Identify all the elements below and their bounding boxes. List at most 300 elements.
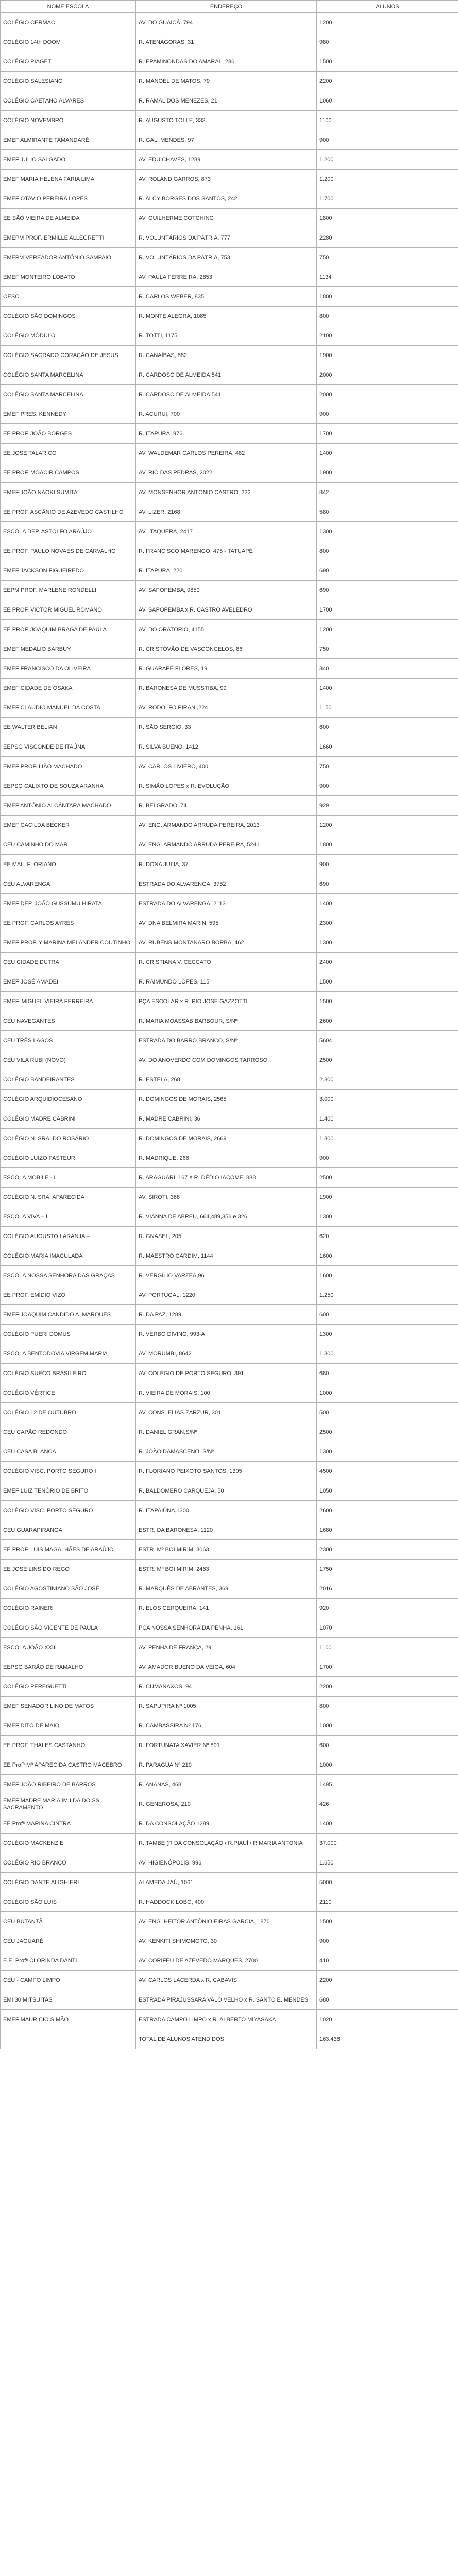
table-row — [1, 1579, 458, 1599]
table-row — [1, 1266, 458, 1285]
address-cell: R. VERBO DIVINO, 993-A — [136, 1325, 317, 1344]
students-cell: 1400 — [317, 679, 458, 698]
table-row — [1, 1305, 458, 1325]
school-name-cell: COLÉGIO SAGRADO CORAÇÃO DE JESUS — [1, 346, 136, 365]
students-cell: 800 — [317, 541, 458, 561]
address-cell: R. ATENÁGORAS, 31 — [136, 32, 317, 52]
school-name-cell: CEU GUARAPIRANGA — [1, 1520, 136, 1540]
school-name-cell: ESCOLA NOSSA SENHORA DAS GRAÇAS — [1, 1266, 136, 1285]
table-row — [1, 1070, 458, 1090]
address-cell: R. GUARAPÉ FLORES, 19 — [136, 659, 317, 679]
students-cell: 620 — [317, 1227, 458, 1246]
table-row — [1, 248, 458, 267]
students-cell: 900 — [317, 1931, 458, 1951]
school-name-cell: COLÉGIO AUGUSTO LARANJA – I — [1, 1227, 136, 1246]
students-cell: 1500 — [317, 1912, 458, 1931]
address-cell: R. MONTE ALEGRA, 1085 — [136, 307, 317, 326]
school-name-cell: COLÉGIO DANTE ALIGHIERI — [1, 1873, 136, 1892]
students-cell: 900 — [317, 855, 458, 874]
school-name-cell: EE PROF. EMÍDIO VIZO — [1, 1285, 136, 1305]
address-cell: R. TOTTI, 1175 — [136, 326, 317, 346]
address-cell: R. VERGÍLIO VARZEA,96 — [136, 1266, 317, 1285]
students-cell: 1100 — [317, 111, 458, 130]
students-cell: 3.000 — [317, 1090, 458, 1109]
table-row — [1, 659, 458, 679]
school-name-cell: EMEF OTAVIO PEREIRA LOPES — [1, 189, 136, 209]
school-name-cell: CEU JAGUARÉ — [1, 1931, 136, 1951]
school-name-cell: EE Profª MARINA CINTRA — [1, 1814, 136, 1834]
students-cell: 580 — [317, 502, 458, 522]
students-cell: 2200 — [317, 1677, 458, 1697]
address-cell: R. CANAÍBAS, 882 — [136, 346, 317, 365]
table-row — [1, 639, 458, 659]
school-name-cell: CEU VILA RUBI (NOVO) — [1, 1050, 136, 1070]
students-cell: 1700 — [317, 1657, 458, 1677]
school-name-cell: COLÉGIO RAINERI — [1, 1599, 136, 1618]
school-name-cell: COLÉGIO N. SRA. DO ROSÁRIO — [1, 1129, 136, 1148]
address-cell: R. GNASEL, 205 — [136, 1227, 317, 1246]
address-cell: R. ANANAS, 468 — [136, 1775, 317, 1794]
address-cell: R. RAIMUNDO LOPES, 115 — [136, 972, 317, 992]
students-cell: 690 — [317, 874, 458, 894]
table-row — [1, 541, 458, 561]
school-name-cell: EEPSG BARÃO DE RAMALHO — [1, 1657, 136, 1677]
table-row — [1, 385, 458, 404]
table-row — [1, 1227, 458, 1246]
address-cell: R. VIEIRA DE MORAIS, 100 — [136, 1383, 317, 1403]
students-cell: 1300 — [317, 1325, 458, 1344]
school-name-cell: EE Profª Mª APARECIDA CASTRO MACEBRO — [1, 1755, 136, 1775]
table-row — [1, 287, 458, 307]
table-row — [1, 1853, 458, 1873]
table-row — [1, 1794, 458, 1814]
school-name-cell: EE JOSÉ LINS DO REGO — [1, 1560, 136, 1579]
students-cell: 800 — [317, 307, 458, 326]
school-name-cell: EE PROF. PAULO NOVAES DE CARVALHO — [1, 541, 136, 561]
address-cell: R. BELGRADO, 74 — [136, 796, 317, 816]
students-cell: 2500 — [317, 1050, 458, 1070]
table-row — [1, 1383, 458, 1403]
school-name-cell: COLÉGIO ARQUIDIOCESANO — [1, 1090, 136, 1109]
table-row — [1, 111, 458, 130]
students-cell: 690 — [317, 581, 458, 600]
address-cell: AV. DNA BELMIRA MARIN, 595 — [136, 913, 317, 933]
address-cell: R. CARLOS WEBER, 835 — [136, 287, 317, 307]
school-name-cell: COLÉGIO CAETANO ALVARES — [1, 91, 136, 111]
table-row — [1, 1207, 458, 1227]
address-cell: R. CARDOSO DE ALMEIDA,541 — [136, 365, 317, 385]
address-cell: AV. RIO DAS PEDRAS, 2022 — [136, 463, 317, 483]
school-name-cell: COLÉGIO SÃO DOMINGOS — [1, 307, 136, 326]
table-row — [1, 1540, 458, 1560]
students-cell: 37.000 — [317, 1834, 458, 1853]
table-row — [1, 620, 458, 639]
total-blank-cell — [1, 2029, 136, 2049]
students-cell: 2000 — [317, 365, 458, 385]
school-name-cell: COLÉGIO SANTA MARCELINA — [1, 365, 136, 385]
address-cell: AV. RODOLFO PIRANI,224 — [136, 698, 317, 718]
school-name-cell: EMEF MARIA HELENA FARIA LIMA — [1, 170, 136, 189]
address-cell: AV. KENKITI SHIMOMOTO, 30 — [136, 1931, 317, 1951]
address-cell: PÇA NOSSA SENHORA DA PENHA, 161 — [136, 1618, 317, 1638]
students-cell: 1.300 — [317, 1344, 458, 1364]
table-row — [1, 130, 458, 150]
address-cell: AV. PENHA DE FRANÇA, 29 — [136, 1638, 317, 1657]
students-cell: 2400 — [317, 953, 458, 972]
table-row — [1, 1050, 458, 1070]
students-cell: 900 — [317, 776, 458, 796]
address-cell: R. HADDOCK LOBO, 400 — [136, 1892, 317, 1912]
school-name-cell: CEU CIDADE DUTRA — [1, 953, 136, 972]
school-name-cell: EMEPM PROF. ERMILLE ALLEGRETTI — [1, 228, 136, 248]
table-row — [1, 404, 458, 424]
students-cell: 340 — [317, 659, 458, 679]
students-cell: 800 — [317, 1697, 458, 1716]
table-body — [1, 13, 458, 2049]
students-cell: 2.800 — [317, 1070, 458, 1090]
table-row — [1, 32, 458, 52]
school-name-cell: COLÉGIO VISC. PORTO SEGURO — [1, 1501, 136, 1520]
table-row — [1, 737, 458, 757]
students-cell: 1750 — [317, 1560, 458, 1579]
students-cell: 1100 — [317, 1638, 458, 1657]
address-cell: R.ITAMBÉ (R DA CONSOLAÇÃO / R.PIAUÍ / R MARIA ANTONIA — [136, 1834, 317, 1853]
address-cell: AV. MONSENHOR ANTÔNIO CASTRO, 222 — [136, 483, 317, 502]
school-name-cell: EMEF LUIZ TENÓRIO DE BRITO — [1, 1481, 136, 1501]
students-cell: 1500 — [317, 992, 458, 1011]
table-row — [1, 522, 458, 541]
address-cell: AV. PAULA FERREIRA, 2853 — [136, 267, 317, 287]
school-name-cell: EMEF CIDADE DE OSAKA — [1, 679, 136, 698]
table-row — [1, 953, 458, 972]
table-row — [1, 776, 458, 796]
school-name-cell: EE PROF. THALES CASTANHO — [1, 1736, 136, 1755]
students-cell: 1150 — [317, 698, 458, 718]
table-row — [1, 1344, 458, 1364]
school-name-cell: COLÉGIO 12 DE OUTUBRO — [1, 1403, 136, 1422]
students-cell: 2280 — [317, 228, 458, 248]
students-cell: 1300 — [317, 1207, 458, 1227]
address-cell: R. RAMAL DOS MENEZES, 21 — [136, 91, 317, 111]
address-cell: ESTRADA PIRAJUSSARA VALO VELHO x R. SANTO E. MENDES — [136, 1990, 317, 2010]
table-row — [1, 91, 458, 111]
school-name-cell: CEU - CAMPO LIMPO — [1, 1971, 136, 1990]
table-row — [1, 1148, 458, 1168]
students-cell: 1.700 — [317, 189, 458, 209]
address-cell: ESTR. DA BARONESA, 1120 — [136, 1520, 317, 1540]
address-cell: R. DOMINGOS DE MORAIS, 2565 — [136, 1090, 317, 1109]
address-cell: AV. RUBENS MONTANARO BORBA, 462 — [136, 933, 317, 953]
school-name-cell: EMEF PROF. Y MARINA MELANDER COUTINHO — [1, 933, 136, 953]
school-name-cell: EE MAL. FLORIANO — [1, 855, 136, 874]
table-row — [1, 1990, 458, 2010]
table-row — [1, 600, 458, 620]
table-row — [1, 1638, 458, 1657]
address-cell: R. SÃO SERGIO, 33 — [136, 718, 317, 737]
table-row — [1, 1892, 458, 1912]
students-cell: 600 — [317, 1736, 458, 1755]
school-name-cell: EE PROF. LUIS MAGALHÃES DE ARAÚJO — [1, 1540, 136, 1560]
address-cell: AV. ITAQUERA, 2417 — [136, 522, 317, 541]
table-row — [1, 326, 458, 346]
total-value: 163.438 — [317, 2029, 458, 2049]
students-cell: 1300 — [317, 1442, 458, 1462]
students-cell: 1800 — [317, 287, 458, 307]
students-cell: 1000 — [317, 1383, 458, 1403]
address-cell: R. DA PAZ, 1289 — [136, 1305, 317, 1325]
table-row — [1, 972, 458, 992]
address-cell: R. SAPUPIRA Nº 1005 — [136, 1697, 317, 1716]
address-cell: ESTRADA DO ALVARENGA, 3752 — [136, 874, 317, 894]
students-cell: 1060 — [317, 91, 458, 111]
table-row — [1, 1090, 458, 1109]
address-cell: AV. ENG. ARMANDO ARRUDA PEREIRA, 2013 — [136, 816, 317, 835]
school-name-cell: EMEF PROF. LIÃO MACHADO — [1, 757, 136, 776]
school-name-cell: CEU TRÊS LAGOS — [1, 1031, 136, 1050]
school-name-cell: EMI 30 MITSUITAS — [1, 1990, 136, 2010]
address-cell: R. VIANNA DE ABREU, 664,489,356 e 326 — [136, 1207, 317, 1227]
school-name-cell: COLÉGIO SUECO BRASILEIRO — [1, 1364, 136, 1383]
table-row — [1, 150, 458, 170]
table-row — [1, 483, 458, 502]
address-cell: AV. DO GUAICÁ, 794 — [136, 13, 317, 32]
address-cell: R. SILVA BUENO, 1412 — [136, 737, 317, 757]
students-cell: 1500 — [317, 52, 458, 72]
address-cell: R. FLORIANO PEIXOTO SANTOS, 1305 — [136, 1462, 317, 1481]
table-row — [1, 1951, 458, 1971]
address-cell: AV. PORTUGAL, 1220 — [136, 1285, 317, 1305]
school-name-cell: EMEF JOÃO NAOKI SUMITA — [1, 483, 136, 502]
address-cell: R. AUGUSTO TOLLE, 333 — [136, 111, 317, 130]
table-row — [1, 679, 458, 698]
table-row — [1, 1755, 458, 1775]
students-cell: 1660 — [317, 737, 458, 757]
school-name-cell: EMEF MÉDALIO BARBUY — [1, 639, 136, 659]
school-name-cell: EMEF JULIO SALGADO — [1, 150, 136, 170]
school-name-cell: E.E. Profª CLORINDA DANTI — [1, 1951, 136, 1971]
students-cell: 2200 — [317, 1971, 458, 1990]
school-name-cell: EMEF CACILDA BECKER — [1, 816, 136, 835]
school-name-cell: EMEF MONTEIRO LOBATO — [1, 267, 136, 287]
address-cell: AV. ROLAND GARROS, 873 — [136, 170, 317, 189]
table-row — [1, 267, 458, 287]
address-cell: R. MANOEL DE MATOS, 79 — [136, 72, 317, 91]
school-name-cell: EMEF FRANCISCO DA OLIVEIRA — [1, 659, 136, 679]
school-name-cell: EMEF SENADOR LINO DE MATOS — [1, 1697, 136, 1716]
school-name-cell: COLÉGIO MARIA IMACULADA — [1, 1246, 136, 1266]
address-cell: AV. WALDEMAR CARLOS PEREIRA, 482 — [136, 444, 317, 463]
table-row — [1, 1912, 458, 1931]
table-row — [1, 581, 458, 600]
students-cell: 5604 — [317, 1031, 458, 1050]
address-cell: R. CUMANAXOS, 94 — [136, 1677, 317, 1697]
table-row — [1, 1560, 458, 1579]
table-row — [1, 913, 458, 933]
address-cell: R. BARONESA DE MUSSTIBA, 99 — [136, 679, 317, 698]
students-cell: 1900 — [317, 346, 458, 365]
address-cell: R. ESTELA, 268 — [136, 1070, 317, 1090]
school-name-cell: CEU CASA BLANCA — [1, 1442, 136, 1462]
school-name-cell: COLÉGIO SÃO LUIS — [1, 1892, 136, 1912]
address-cell: AV. HIGIENÓPOLIS, 996 — [136, 1853, 317, 1873]
table-row — [1, 992, 458, 1011]
address-cell: AV. EDU CHAVES, 1289 — [136, 150, 317, 170]
table-row — [1, 933, 458, 953]
table-row — [1, 209, 458, 228]
students-cell: 680 — [317, 1990, 458, 2010]
address-cell: AV. GUILHERME COTCHING — [136, 209, 317, 228]
school-name-cell: EMEF ALMIRANTE TAMANDARÉ — [1, 130, 136, 150]
school-name-cell: COLÉGIO SANTA MARCELINA — [1, 385, 136, 404]
table-row — [1, 1325, 458, 1344]
students-cell: 2500 — [317, 1422, 458, 1442]
address-cell: AV. LIZER, 2168 — [136, 502, 317, 522]
total-label: TOTAL DE ALUNOS ATENDIDOS — [136, 2029, 317, 2049]
address-cell: AV. SIROTI, 368 — [136, 1188, 317, 1207]
students-cell: 980 — [317, 32, 458, 52]
students-cell: 842 — [317, 483, 458, 502]
table-row — [1, 2010, 458, 2029]
table-row — [1, 1109, 458, 1129]
address-cell: ESTR. Mº BOI MIRIM, 3063 — [136, 1540, 317, 1560]
address-cell: R. DA CONSOLAÇÃO 1289 — [136, 1814, 317, 1834]
address-cell: R. SIMÃO LOPES x R. EVOLUÇÃO — [136, 776, 317, 796]
school-name-cell: COLÉGIO PIAGET — [1, 52, 136, 72]
school-name-cell: EEPM PROF. MARLENE RONDELLI — [1, 581, 136, 600]
school-name-cell: EEPSG VISCONDE DE ITAÚNA — [1, 737, 136, 757]
address-cell: R. ITAPURA, 220 — [136, 561, 317, 581]
address-cell: R. ALCY BORGES DOS SANTOS, 242 — [136, 189, 317, 209]
students-cell: 2100 — [317, 326, 458, 346]
students-cell: 1.650 — [317, 1853, 458, 1873]
address-cell: R. JOÃO DAMASCENO, S/Nº — [136, 1442, 317, 1462]
school-name-cell: EMEF PRES. KENNEDY — [1, 404, 136, 424]
table-row — [1, 1971, 458, 1990]
table-row — [1, 1501, 458, 1520]
students-cell: 1000 — [317, 1716, 458, 1736]
address-cell: R. ITAPAIÚNA,1300 — [136, 1501, 317, 1520]
school-name-cell: EMEF JOSÉ AMADEI — [1, 972, 136, 992]
table-row — [1, 1403, 458, 1422]
school-name-cell: COLÉGIO VISC. PORTO SEGURO I — [1, 1462, 136, 1481]
school-name-cell: CEU ALVARENGA — [1, 874, 136, 894]
students-cell: 1900 — [317, 1188, 458, 1207]
school-name-cell: EE PROF. ASCÂNIO DE AZEVEDO CASTILHO — [1, 502, 136, 522]
school-name-cell: EE PROF. CARLOS AYRES — [1, 913, 136, 933]
table-row — [1, 365, 458, 385]
school-name-cell: CEU BUTANTÃ — [1, 1912, 136, 1931]
address-cell: R. MADRE CABRINI, 36 — [136, 1109, 317, 1129]
table-row — [1, 502, 458, 522]
header-nome-escola: NOME ESCOLA — [1, 1, 136, 13]
school-name-cell: COLÉGIO PUERI DOMUS — [1, 1325, 136, 1344]
school-name-cell: ESCOLA VIVA – I — [1, 1207, 136, 1227]
address-cell: R. DOMINGOS DE MORAIS, 2669 — [136, 1129, 317, 1148]
table-row — [1, 1834, 458, 1853]
students-cell: 1070 — [317, 1618, 458, 1638]
students-cell: 1000 — [317, 1755, 458, 1775]
school-name-cell: EE SÃO VIEIRA DE ALMEIDA — [1, 209, 136, 228]
address-cell: R. ITAPURA, 976 — [136, 424, 317, 444]
table-row — [1, 1246, 458, 1266]
school-name-cell: EMEF DITO DE MAIO — [1, 1716, 136, 1736]
school-name-cell: EMEF JOÃO RIBEIRO DE BARROS — [1, 1775, 136, 1794]
school-name-cell: COLÉGIO NOVEMBRO — [1, 111, 136, 130]
school-name-cell: COLÉGIO PEREGUETTI — [1, 1677, 136, 1697]
address-cell: ESTRADA DO ALVARENGA, 2113 — [136, 894, 317, 913]
students-cell: 1400 — [317, 894, 458, 913]
table-row — [1, 855, 458, 874]
address-cell: R. ARAGUARI, 167 e R. DÉDIO IACOME, 888 — [136, 1168, 317, 1188]
students-cell: 1700 — [317, 600, 458, 620]
students-cell: 750 — [317, 757, 458, 776]
table-row — [1, 1168, 458, 1188]
students-cell: 1400 — [317, 1814, 458, 1834]
school-name-cell: EE WALTER BELIAN — [1, 718, 136, 737]
students-cell: 2600 — [317, 1501, 458, 1520]
address-cell: AV. DO ORATÓRIO, 4155 — [136, 620, 317, 639]
school-name-cell: CEU CAMINHO DO MAR — [1, 835, 136, 855]
table-row — [1, 1011, 458, 1031]
table-row — [1, 1775, 458, 1794]
students-cell: 1.200 — [317, 170, 458, 189]
school-name-cell: ESCOLA MOBILE - I — [1, 1168, 136, 1188]
table-row — [1, 894, 458, 913]
table-row — [1, 52, 458, 72]
address-cell: R. CRISTIANA V. CECCATO — [136, 953, 317, 972]
students-cell: 5000 — [317, 1873, 458, 1892]
address-cell: AV. MORUMBI, 8642 — [136, 1344, 317, 1364]
students-cell: 1.400 — [317, 1109, 458, 1129]
school-name-cell: EE PROF. JOÃO BORGES — [1, 424, 136, 444]
address-cell: R. GENEROSA, 210 — [136, 1794, 317, 1814]
students-cell: 2300 — [317, 913, 458, 933]
address-cell: AV. CORIFEU DE AZEVEDO MARQUES, 2700 — [136, 1951, 317, 1971]
students-cell: 1400 — [317, 444, 458, 463]
school-name-cell: COLÉGIO N. SRA. APARECIDA — [1, 1188, 136, 1207]
school-name-cell: COLÉGIO 14th DOOM — [1, 32, 136, 52]
table-row — [1, 1931, 458, 1951]
students-cell: 900 — [317, 1148, 458, 1168]
students-cell: 1300 — [317, 933, 458, 953]
school-name-cell: EE PROF. VICTOR MIGUEL ROMANO — [1, 600, 136, 620]
students-cell: 2300 — [317, 1540, 458, 1560]
students-cell: 1.250 — [317, 1285, 458, 1305]
address-cell: AV. ENG. ARMANDO ARRUDA PEREIRA, 5241 — [136, 835, 317, 855]
table-row — [1, 698, 458, 718]
students-cell: 600 — [317, 1305, 458, 1325]
students-cell: 2500 — [317, 1168, 458, 1188]
table-row — [1, 1814, 458, 1834]
school-name-cell: COLÉGIO AGOSTINIANO SÃO JOSÉ — [1, 1579, 136, 1599]
students-cell: 750 — [317, 248, 458, 267]
address-cell: R. EPAMINONDAS DO AMARAL, 286 — [136, 52, 317, 72]
table-row — [1, 228, 458, 248]
header-alunos: ALUNOS — [317, 1, 458, 13]
students-cell: 1134 — [317, 267, 458, 287]
students-cell: 900 — [317, 130, 458, 150]
school-name-cell: EEPSG CALIXTO DE SOUZA ARANHA — [1, 776, 136, 796]
address-cell: R. GAL. MENDES, 97 — [136, 130, 317, 150]
address-cell: R. ACURUI, 700 — [136, 404, 317, 424]
school-name-cell: OESC — [1, 287, 136, 307]
school-name-cell: CEU NAVEGANTES — [1, 1011, 136, 1031]
table-row — [1, 1873, 458, 1892]
students-cell: 929 — [317, 796, 458, 816]
students-cell: 1.200 — [317, 150, 458, 170]
table-header-row — [1, 1, 458, 13]
table-row — [1, 1716, 458, 1736]
